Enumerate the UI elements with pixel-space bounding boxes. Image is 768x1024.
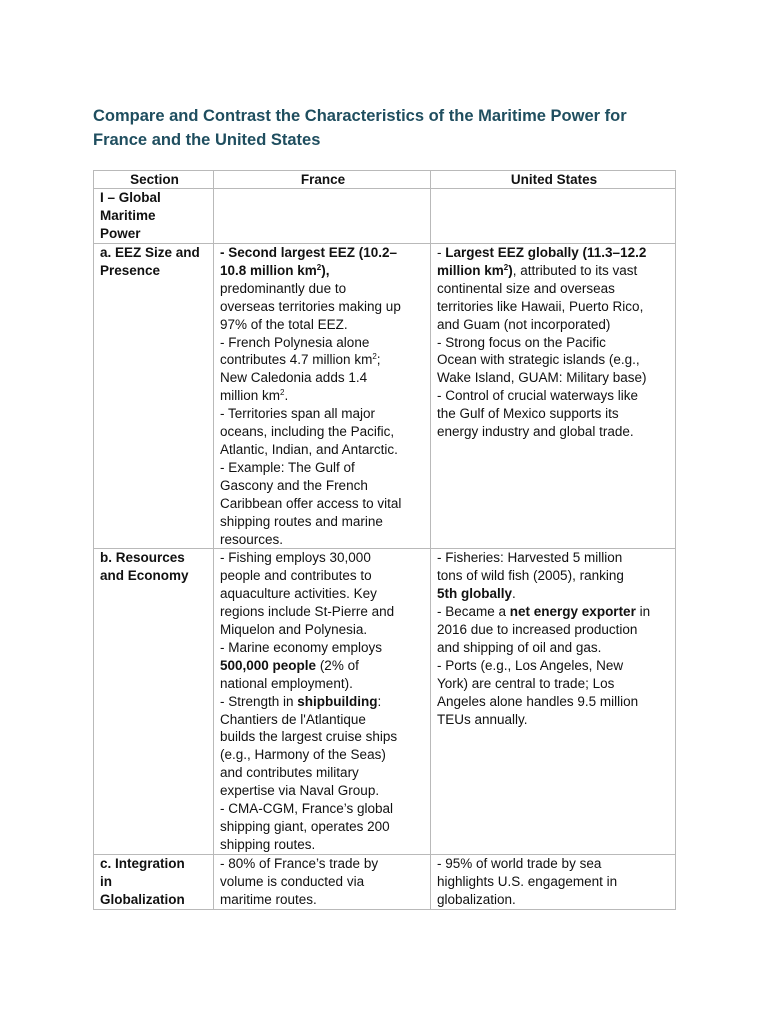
bold-text: million km: [437, 262, 504, 278]
section-label: and Economy: [100, 568, 189, 584]
cell-line: [437, 603, 671, 621]
cell-line: (e.g., Harmony of the Seas): [220, 747, 386, 763]
document-title: [93, 104, 693, 152]
header-united-states: United States: [431, 171, 676, 189]
cell-line: - Example: The Gulf of: [220, 459, 355, 475]
section-label: I – Global: [100, 190, 161, 205]
section-label: a. EEZ Size and: [100, 245, 200, 260]
cell-line: Wake Island, GUAM: Military base): [437, 370, 647, 386]
cell-line: York) are central to trade; Los: [437, 675, 615, 691]
bold-text: shipbuilding: [297, 693, 378, 709]
text-span: - Became a: [437, 604, 510, 620]
text-span: million km: [220, 388, 281, 404]
title-line: Compare and Contrast the Characteristics of the Maritime Power for: [93, 107, 627, 125]
section-cell: [94, 244, 214, 549]
us-cell: [431, 549, 676, 854]
cell-line: - 80% of France’s trade by: [220, 855, 379, 871]
cell-line: territories like Hawaii, Puerto Rico,: [437, 298, 644, 314]
table-header-row: [94, 171, 676, 189]
cell-line: - Territories span all major: [220, 406, 376, 422]
france-cell: [214, 244, 431, 549]
bold-text: 5th globally: [437, 586, 513, 602]
cell-line: [220, 351, 426, 369]
section-label: Globalization: [100, 891, 185, 907]
cell-line: national employment).: [220, 675, 353, 691]
table-row: [94, 854, 676, 909]
header-section: Section: [94, 171, 214, 189]
text-span: ;: [376, 352, 381, 368]
cell-line: - 95% of world trade by sea: [437, 855, 602, 871]
section-label: b. Resources: [100, 550, 185, 566]
cell-line: and Guam (not incorporated): [437, 316, 611, 332]
cell-line: regions include St-Pierre and: [220, 604, 395, 620]
cell-line: shipping routes.: [220, 836, 316, 852]
cell-line: [437, 244, 671, 262]
cell-line: Caribbean offer access to vital: [220, 495, 402, 511]
section-cell: [94, 854, 214, 909]
cell-line: oceans, including the Pacific,: [220, 424, 395, 440]
cell-line: predominantly due to: [220, 280, 347, 296]
cell-line: overseas territories making up: [220, 298, 401, 314]
cell-line: - CMA-CGM, France’s global: [220, 801, 394, 817]
section-cell: [94, 189, 214, 244]
text-span: :: [377, 693, 382, 709]
text-span: (2% of: [316, 657, 359, 673]
cell-line: Ocean with strategic islands (e.g.,: [437, 352, 640, 368]
cell-line: [220, 657, 426, 675]
cell-line: and contributes military: [220, 765, 359, 781]
title-line: France and the United States: [93, 131, 321, 149]
table-row: [94, 549, 676, 854]
cell-line: energy industry and global trade.: [437, 424, 634, 440]
cell-line: shipping routes and marine: [220, 513, 383, 529]
france-cell: [214, 854, 431, 909]
table-row: [94, 244, 676, 549]
cell-line: 2016 due to increased production: [437, 622, 638, 638]
section-cell: [94, 549, 214, 854]
superscript: 2: [503, 262, 509, 272]
section-label: Presence: [100, 262, 161, 278]
bold-text: Largest EEZ globally (11.3–12.2: [445, 245, 647, 260]
cell-line: [220, 262, 426, 280]
cell-line: Gascony and the French: [220, 477, 368, 493]
section-label: Maritime: [100, 207, 156, 223]
cell-line: - Marine economy employs: [220, 639, 383, 655]
cell-line: Chantiers de l'Atlantique: [220, 711, 366, 727]
cell-line: [220, 387, 426, 405]
cell-line: volume is conducted via: [220, 873, 365, 889]
cell-line: - French Polynesia alone: [220, 334, 370, 350]
cell-line: [437, 262, 671, 280]
cell-line: people and contributes to: [220, 568, 372, 584]
text-span: -: [437, 245, 446, 260]
cell-line: - Strong focus on the Pacific: [437, 334, 606, 350]
us-cell: [431, 244, 676, 549]
section-label: Power: [100, 225, 141, 241]
cell-line: Miquelon and Polynesia.: [220, 622, 368, 638]
text-span: - Second largest EEZ (10.2–: [220, 245, 398, 260]
cell-line: [437, 585, 671, 603]
bold-text: ),: [321, 262, 330, 278]
cell-line: shipping giant, operates 200: [220, 819, 390, 834]
cell-line: [220, 693, 426, 711]
bold-text: 10.8 million km: [220, 262, 317, 278]
cell-line: [220, 244, 426, 262]
cell-line: builds the largest cruise ships: [220, 729, 398, 745]
cell-line: highlights U.S. engagement in: [437, 873, 618, 889]
cell-line: Angeles alone handles 9.5 million: [437, 693, 639, 709]
text-span: .: [512, 586, 516, 602]
us-cell: [431, 854, 676, 909]
cell-line: - Ports (e.g., Los Angeles, New: [437, 657, 624, 673]
section-label: in: [100, 873, 112, 889]
text-span: - Strength in: [220, 693, 298, 709]
cell-line: globalization.: [437, 891, 516, 907]
us-cell: [431, 189, 676, 244]
text-span: contributes 4.7 million km: [220, 352, 373, 368]
cell-line: maritime routes.: [220, 891, 317, 907]
france-cell: [214, 189, 431, 244]
bold-text: ): [508, 262, 513, 278]
cell-line: expertise via Naval Group.: [220, 783, 380, 799]
cell-line: New Caledonia adds 1.4: [220, 370, 368, 386]
section-label: c. Integration: [100, 855, 185, 871]
cell-line: resources.: [220, 531, 284, 547]
cell-line: continental size and overseas: [437, 280, 615, 296]
text-span: .: [284, 388, 289, 404]
cell-line: tons of wild fish (2005), ranking: [437, 568, 624, 584]
superscript: 2: [316, 262, 322, 272]
cell-line: 97% of the total EEZ.: [220, 316, 348, 332]
cell-line: the Gulf of Mexico supports its: [437, 406, 619, 422]
comparison-table: [93, 170, 676, 910]
superscript: 2: [280, 388, 285, 398]
france-cell: [214, 549, 431, 854]
cell-line: aquaculture activities. Key: [220, 586, 377, 602]
cell-line: - Control of crucial waterways like: [437, 388, 639, 404]
bold-text: 500,000 people: [220, 657, 317, 673]
text-span: , attributed to its vast: [512, 262, 638, 278]
table-row: [94, 189, 676, 244]
superscript: 2: [372, 352, 377, 362]
text-span: in: [635, 604, 651, 620]
cell-line: - Fishing employs 30,000: [220, 550, 371, 566]
bold-text: net energy exporter: [509, 604, 636, 620]
cell-line: Atlantic, Indian, and Antarctic.: [220, 441, 398, 457]
cell-line: TEUs annually.: [437, 711, 528, 727]
header-france: France: [214, 171, 431, 189]
cell-line: - Fisheries: Harvested 5 million: [437, 550, 623, 566]
cell-line: and shipping of oil and gas.: [437, 639, 602, 655]
